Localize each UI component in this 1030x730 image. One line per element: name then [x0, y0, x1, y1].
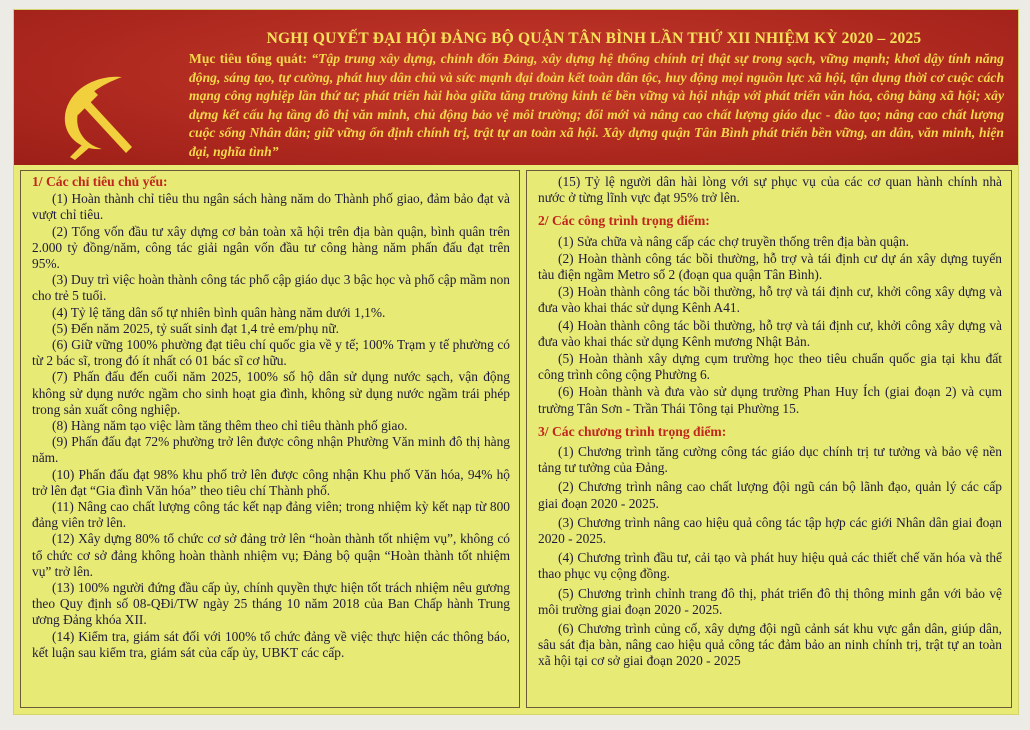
- list-item: (2) Chương trình nâng cao chất lượng đội ngũ cán bộ lãnh đạo, quản lý các cấp giai đoạn 2020 - 2025.: [538, 479, 1002, 511]
- list-item: (1) Sửa chữa và nâng cấp các chợ truyền thống trên địa bàn quận.: [558, 233, 910, 249]
- programs-list: [538, 444, 1002, 670]
- list-item: (14) Kiểm tra, giám sát đối với 100% tổ chức đảng về việc thực hiện các thông báo, kết luận sau kiểm tra, giám sát của cấp ủy, UBKT các cấp.: [32, 628, 510, 660]
- section-heading-key-projects: 2/ Các công trình trọng điểm:: [538, 213, 710, 229]
- hammer-and-sickle-icon: [44, 65, 154, 160]
- list-item: (4) Tỷ lệ tăng dân số tự nhiên bình quân hàng năm dưới 1,1%.: [52, 304, 386, 320]
- list-item: (5) Hoàn thành xây dựng cụm trường học theo tiêu chuẩn quốc gia tại khu đất công trình công cộng Phường 6.: [538, 351, 1002, 383]
- list-item: (4) Chương trình đầu tư, cải tạo và phát huy hiệu quả các thiết chế văn hóa và thể thao phục vụ cộng đồng.: [538, 550, 1002, 582]
- general-goal: [189, 50, 1004, 161]
- section-heading-key-programs: 3/ Các chương trình trọng điểm:: [538, 423, 727, 439]
- list-item: (9) Phấn đấu đạt 72% phường trở lên được công nhận Phường Văn minh đô thị hàng năm.: [32, 434, 510, 466]
- list-item: (8) Hàng năm tạo việc làm tăng thêm theo chỉ tiêu thành phố giao.: [52, 418, 408, 434]
- header-banner: [14, 10, 1018, 165]
- resolution-poster: [14, 10, 1018, 714]
- list-item: (1) Chương trình tăng cường công tác giáo dục chính trị tư tưởng và bảo vệ nền tảng tư tưởng của Đảng.: [538, 444, 1002, 476]
- list-item: (4) Hoàn thành công tác bồi thường, hỗ trợ và tái định cư, khởi công xây dựng và đưa vào khai thác sử dụng Kênh mương Nhật Bản.: [538, 317, 1002, 349]
- list-item: (3) Duy trì việc hoàn thành công tác phổ cập giáo dục 3 bậc học và phổ cập mầm non cho trẻ 5 tuổi.: [32, 272, 510, 304]
- list-item: (2) Tổng vốn đầu tư xây dựng cơ bản toàn xã hội trên địa bàn quận, bình quân trên 2.000 tỷ đồng/năm, công tác giải ngân vốn đầu tư công hàng năm phấn đấu đạt trên 95%.: [32, 223, 510, 272]
- list-item: (6) Giữ vững 100% phường đạt tiêu chí quốc gia về y tế; 100% Trạm y tế phường có từ 2 bác sĩ, trong đó ít nhất có 01 bác sĩ cơ hữu.: [32, 337, 510, 369]
- right-column: [526, 170, 1012, 708]
- list-item: (6) Chương trình củng cố, xây dựng đội ngũ cảnh sát khu vực gắn dân, giúp dân, sâu sát địa bàn, nâng cao hiệu quả công tác đảm bảo an ninh chính trị, trật tự an toàn xã hội tại cơ sở giai đoạn 2020 - 2025: [538, 621, 1002, 669]
- list-item: (3) Hoàn thành công tác bồi thường, hỗ trợ và tái định cư, khởi công xây dựng và đưa vào khai thác sử dụng Kênh A41.: [538, 284, 1002, 316]
- list-item: (15) Tỷ lệ người dân hài lòng với sự phục vụ của các cơ quan hành chính nhà nước ở từng lĩnh vực đạt 95% trở lên.: [538, 174, 1002, 206]
- list-item: (2) Hoàn thành công tác bồi thường, hỗ trợ và tái định cư dự án xây dựng tuyến tàu điện ngầm Metro số 2 (đoạn qua quận Tân Bình).: [538, 250, 1002, 283]
- list-item: (11) Nâng cao chất lượng công tác kết nạp đảng viên; trong nhiệm kỳ kết nạp từ 800 đảng viên trở lên.: [32, 499, 510, 531]
- list-item: (7) Phấn đấu đến cuối năm 2025, 100% số hộ dân sử dụng nước sạch, vận động không sử dụng nước ngầm cho sinh hoạt gia đình, không sử dụng nước ngầm trái phép trong sản xuất công nghiệp.: [32, 369, 510, 417]
- list-item: (1) Hoàn thành chỉ tiêu thu ngân sách hàng năm do Thành phố giao, đảm bảo đạt và vượt chỉ tiêu.: [32, 191, 510, 223]
- general-goal-text: “Tập trung xây dựng, chỉnh đốn Đảng, xây dựng hệ thống chính trị thật sự trong sạch, vững mạnh; khơi dậy tính năng động, sáng tạo, tự cường, phát huy dân chủ và sức mạnh đại đoàn kết toàn dân tộc, huy động mọi nguồn lực xã hội, tận dụng thời cơ cuộc cách mạng công nghiệp lần thứ tư; phát triển hài hòa giữa tăng trưởng kinh tế bền vững và hội nhập với phát triển văn hóa, công bằng xã hội; xây dựng kết cấu hạ tầng đô thị văn minh, chủ động bảo vệ môi trường; đổi mới và nâng cao chất lượng giáo dục - đào tạo; nâng cao chất lượng cuộc sống Nhân dân; giữ vững ổn định chính trị, trật tự an toàn xã hội. Xây dựng quận Tân Bình phát triển bền vững, an dân, văn minh, hiện đại, nghĩa tình”: [189, 51, 1004, 159]
- list-item: (12) Xây dựng 80% tổ chức cơ sở đảng trở lên “hoàn thành tốt nhiệm vụ”, không có tổ chức cơ sở đảng không hoàn thành nhiệm vụ; Đảng bộ quận “Hoàn thành tốt nhiệm vụ” trở lên.: [32, 531, 510, 579]
- list-item: (3) Chương trình nâng cao hiệu quả công tác tập hợp các giới Nhân dân giai đoạn 2020 - 2025.: [538, 514, 1002, 547]
- list-item: (5) Đến năm 2025, tỷ suất sinh đạt 1,4 trẻ em/phụ nữ.: [52, 320, 339, 336]
- general-goal-label: Mục tiêu tổng quát:: [189, 51, 312, 66]
- list-item: (10) Phấn đấu đạt 98% khu phố trở lên được công nhận Khu phố Văn hóa, 94% hộ trở lên đạt “Gia đình Văn hóa” theo tiêu chí Thành phố.: [32, 466, 510, 498]
- list-item: (13) 100% người đứng đầu cấp ủy, chính quyền thực hiện tốt trách nhiệm nêu gương theo Quy định số 08-QĐi/TW ngày 25 tháng 10 năm 2018 của Ban Chấp hành Trung ương Đảng khóa XII.: [32, 580, 510, 628]
- list-item: (6) Hoàn thành và đưa vào sử dụng trường Phan Huy Ích (giai đoạn 2) và cụm trường Tân Sơn - Trần Thái Tông tại Phường 15.: [538, 384, 1002, 416]
- left-column: [20, 170, 520, 708]
- list-item: (5) Chương trình chỉnh trang đô thị, phát triển đô thị thông minh gắn với bảo vệ môi trường giai đoạn 2020 - 2025.: [538, 585, 1002, 617]
- section-heading-targets: 1/ Các chỉ tiêu chủ yếu:: [32, 174, 168, 189]
- resolution-title: NGHỊ QUYẾT ĐẠI HỘI ĐẢNG BỘ QUẬN TÂN BÌNH LẦN THỨ XII NHIỆM KỲ 2020 – 2025: [266, 30, 922, 47]
